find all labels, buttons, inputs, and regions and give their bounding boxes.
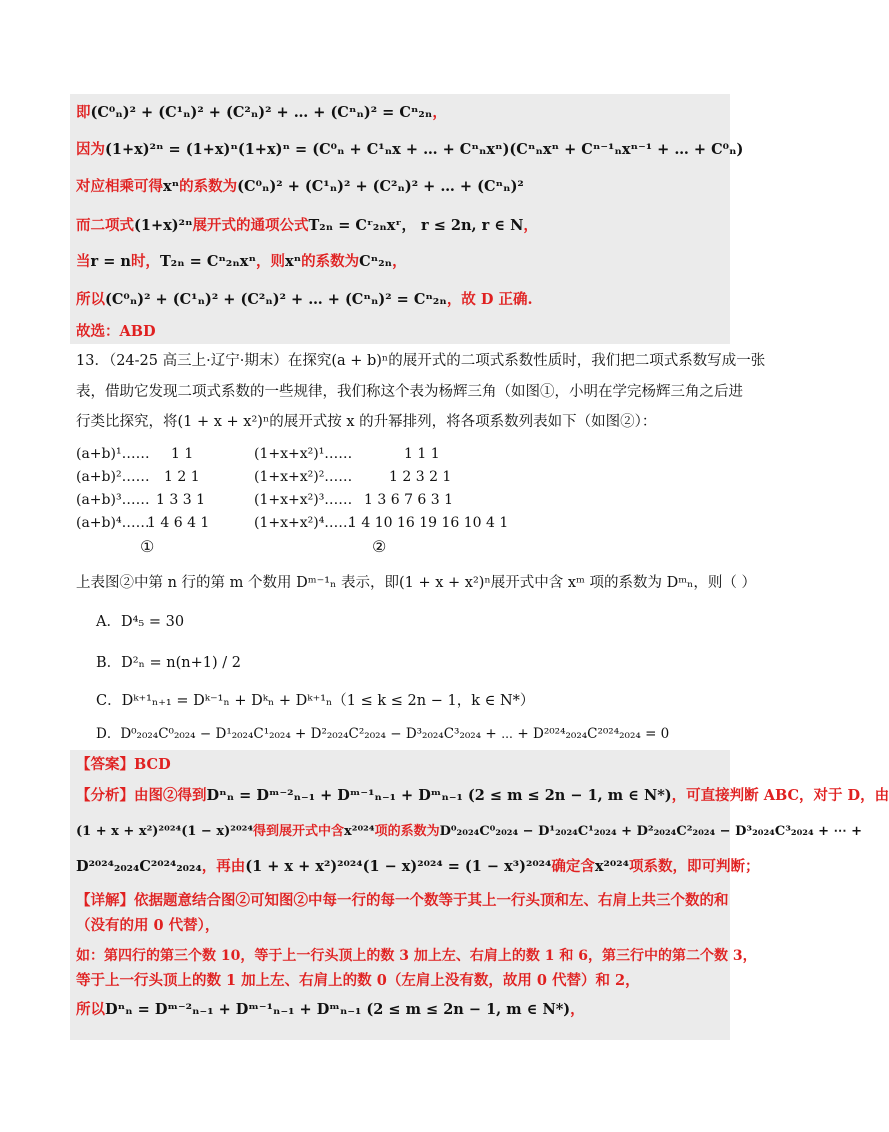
option-a: A．D⁴₅ = 30 [96,614,185,630]
table-right-label: (1+x+x²)¹…… [254,446,353,462]
analysis-line-1: 【分析】由图②得到Dⁿₙ = Dᵐ⁻²ₙ₋₁ + Dᵐ⁻¹ₙ₋₁ + Dᵐₙ₋₁ (2 ≤ m ≤ 2n − 1, m ∈ N*)，可直接判断 ABC，对于 D，由 [76,787,889,804]
analysis-line-3: D²⁰²⁴₂₀₂₄C²⁰²⁴₂₀₂₄，再由(1 + x + x²)²⁰²⁴(1 − x)²⁰²⁴ = (1 − x³)²⁰²⁴确定含x²⁰²⁴项系数，即可判断； [76,858,760,875]
analysis-line-2: (1 + x + x²)²⁰²⁴(1 − x)²⁰²⁴得到展开式中含x²⁰²⁴项的系数为D⁰₂₀₂₄C⁰₂₀₂₄ − D¹₂₀₂₄C¹₂₀₂₄ + D²₂₀₂₄C²₂₀₂₄ − D³₂₀₂₄C³₂₀₂₄ + ⋯ + [76,824,863,839]
question-line-2: 表，借助它发现二项式系数的一些规律，我们称这个表为杨辉三角（如图①，小明在学完杨辉三角之后进 [76,384,743,400]
question-line-1: 13．（24-25 高三上·辽宁·期末）在探究(a + b)ⁿ的展开式的二项式系数性质时，我们把二项式系数写成一张 [76,353,766,369]
detail-line-4: 等于上一行头顶上的数 1 加上左、右肩上的数 0（左肩上没有数，故用 0 代替）和 2， [76,972,640,989]
top-line-4: 而二项式(1+x)²ⁿ展开式的通项公式T₂ₙ = Cʳ₂ₙxʳ， r ≤ 2n, r ∈ N， [76,217,538,234]
top-line-1: 即(C⁰ₙ)² + (C¹ₙ)² + (C²ₙ)² + … + (Cⁿₙ)² = Cⁿ₂ₙ， [76,104,447,121]
table-left-label: (a+b)¹…… [76,446,150,462]
table-right-row-1 [254,446,440,462]
answer-line: 故选：ABD [76,323,156,340]
table-left-row-1 [76,446,194,462]
detail-line-1: 【详解】依据题意结合图②可知图②中每一行的每一个数等于其上一行头顶和左、右肩上共三个数的和 [76,892,729,909]
table-left-coefs: 1 2 1 [164,469,200,485]
table-left-coefs: 1 4 6 4 1 [147,515,210,531]
answer-label: 【答案】BCD [76,756,171,773]
table-right-row-3 [254,492,454,508]
table-right-row-2 [254,469,452,485]
top-line-2: 因为(1+x)²ⁿ = (1+x)ⁿ(1+x)ⁿ = (C⁰ₙ + C¹ₙx + … + Cⁿₙxⁿ)(Cⁿₙxⁿ + Cⁿ⁻¹ₙxⁿ⁻¹ + … + C⁰ₙ) [76,141,744,158]
top-line-5: 当r = n时，T₂ₙ = Cⁿ₂ₙxⁿ，则xⁿ的系数为Cⁿ₂ₙ， [76,253,407,270]
table-right-label: (1+x+x²)³…… [254,492,353,508]
table-left-row-4 [76,515,210,531]
table-right-label: (1+x+x²)²…… [254,469,353,485]
detail-line-2: （没有的用 0 代替）， [76,917,220,934]
table-left-coefs: 1 1 [171,446,194,462]
table-right-label: (1+x+x²)⁴…… [254,515,353,531]
question-line-3: 行类比探究，将(1 + x + x²)ⁿ的展开式按 x 的升幂排列，将各项系数列表如下（如图②）： [76,414,657,430]
figure-label-1: ① [140,537,155,556]
table-right-coefs: 1 3 6 7 6 3 1 [364,492,454,508]
table-left-label: (a+b)²…… [76,469,150,485]
option-d: D．D⁰₂₀₂₄C⁰₂₀₂₄ − D¹₂₀₂₄C¹₂₀₂₄ + D²₂₀₂₄C²₂₀₂₄ − D³₂₀₂₄C³₂₀₂₄ + ⋯ + D²⁰²⁴₂₀₂₄C²⁰²⁴₂₀₂₄ = 0 [96,726,670,742]
table-left-row-3 [76,492,205,508]
table-left-row-2 [76,469,200,485]
top-line-3: 对应相乘可得xⁿ的系数为(C⁰ₙ)² + (C¹ₙ)² + (C²ₙ)² + … + (Cⁿₙ)² [76,178,524,195]
option-c: C．Dᵏ⁺¹ₙ₊₁ = Dᵏ⁻¹ₙ + Dᵏₙ + Dᵏ⁺¹ₙ（1 ≤ k ≤ 2n − 1，k ∈ N*） [96,693,535,709]
option-b: B．D²ₙ = n(n+1) / 2 [96,655,241,671]
top-line-6: 所以(C⁰ₙ)² + (C¹ₙ)² + (C²ₙ)² + … + (Cⁿₙ)² = Cⁿ₂ₙ，故 D 正确. [76,291,533,308]
table-right-coefs: 1 2 3 2 1 [389,469,452,485]
detail-line-5: 所以Dⁿₙ = Dᵐ⁻²ₙ₋₁ + Dᵐ⁻¹ₙ₋₁ + Dᵐₙ₋₁ (2 ≤ m ≤ 2n − 1, m ∈ N*)， [76,1001,585,1018]
table-right-coefs: 1 1 1 [404,446,440,462]
table-right-row-4 [254,515,509,531]
question-line-4: 上表图②中第 n 行的第 m 个数用 Dᵐ⁻¹ₙ 表示，即(1 + x + x²)ⁿ展开式中含 xᵐ 项的系数为 Dᵐₙ，则（ ） [76,575,757,591]
table-right-coefs: 1 4 10 16 19 16 10 4 1 [348,515,509,531]
detail-line-3: 如：第四行的第三个数 10，等于上一行头顶上的数 3 加上左、右肩上的数 1 和 6，第三行中的第二个数 3， [76,948,757,964]
figure-label-2: ② [372,537,387,556]
table-left-label: (a+b)⁴…… [76,515,150,531]
table-left-label: (a+b)³…… [76,492,150,508]
table-left-coefs: 1 3 3 1 [156,492,205,508]
